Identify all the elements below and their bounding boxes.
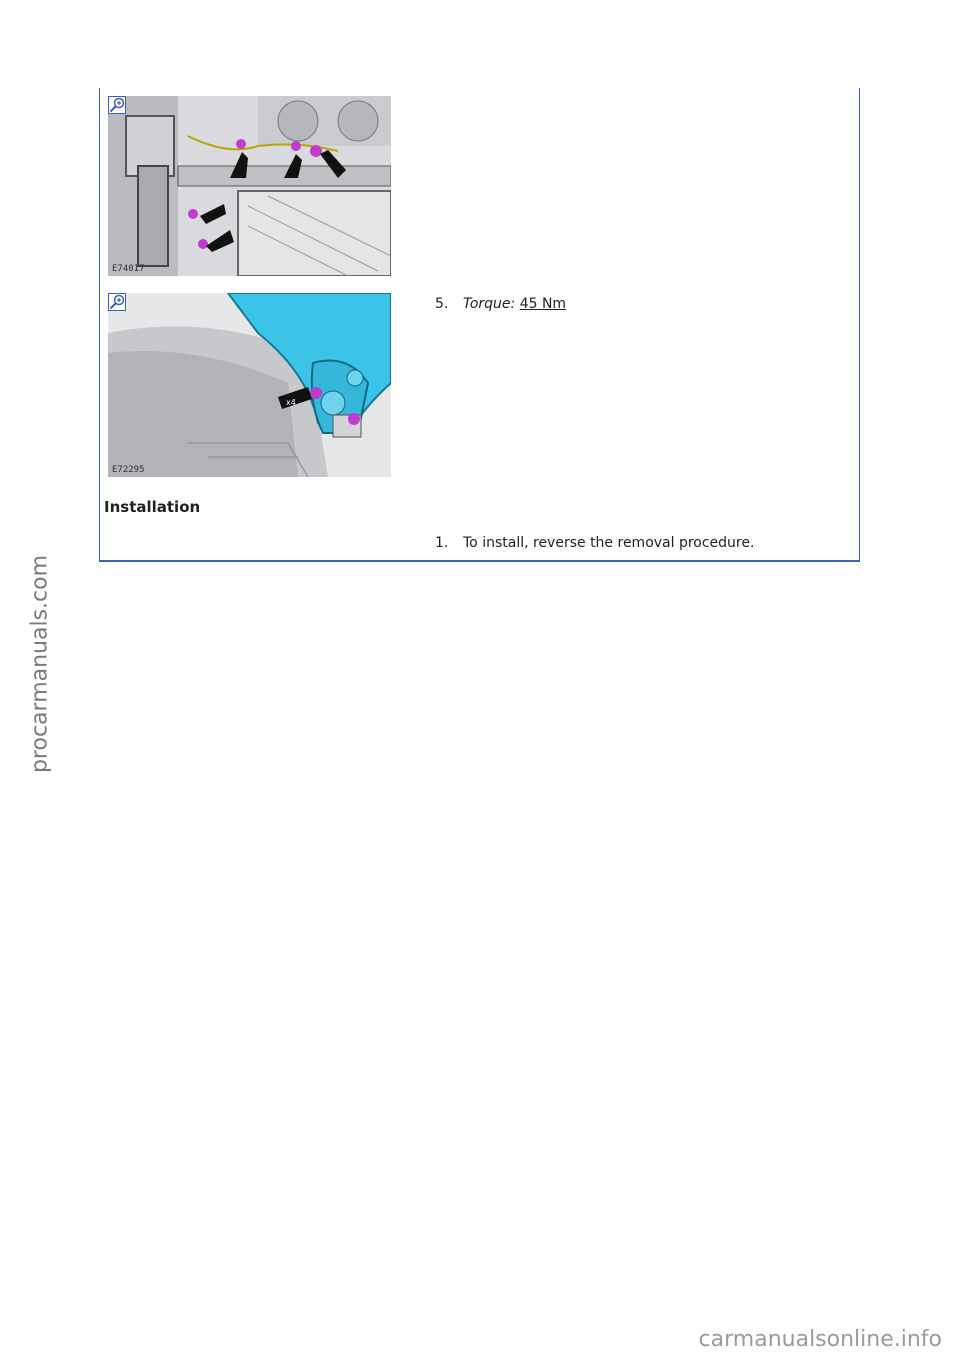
side-watermark: procarmanuals.com <box>27 554 53 774</box>
torque-value-link[interactable]: 45 Nm <box>519 296 567 312</box>
procedure-frame <box>99 88 860 562</box>
seat-belt-anchor-illustration <box>108 293 391 477</box>
step-install <box>435 535 754 551</box>
figure-e74017[interactable] <box>108 96 391 276</box>
figure-callout: x4 <box>286 398 296 407</box>
figure-e72295[interactable] <box>108 293 391 477</box>
step-text: To install, reverse the removal procedure. <box>463 535 755 551</box>
figure-id-label: E72295 <box>112 465 145 475</box>
bottom-watermark: carmanualsonline.info <box>698 1327 942 1352</box>
step-number: 5. <box>435 296 449 312</box>
step-number: 1. <box>435 535 449 551</box>
torque-label: Torque: <box>463 296 516 312</box>
step-torque <box>435 296 566 312</box>
zoom-icon[interactable] <box>108 96 126 114</box>
seat-rail-illustration <box>108 96 391 276</box>
figure-id-label: E74017 <box>112 264 145 274</box>
zoom-icon[interactable] <box>108 293 126 311</box>
section-heading-installation: Installation <box>104 498 201 516</box>
